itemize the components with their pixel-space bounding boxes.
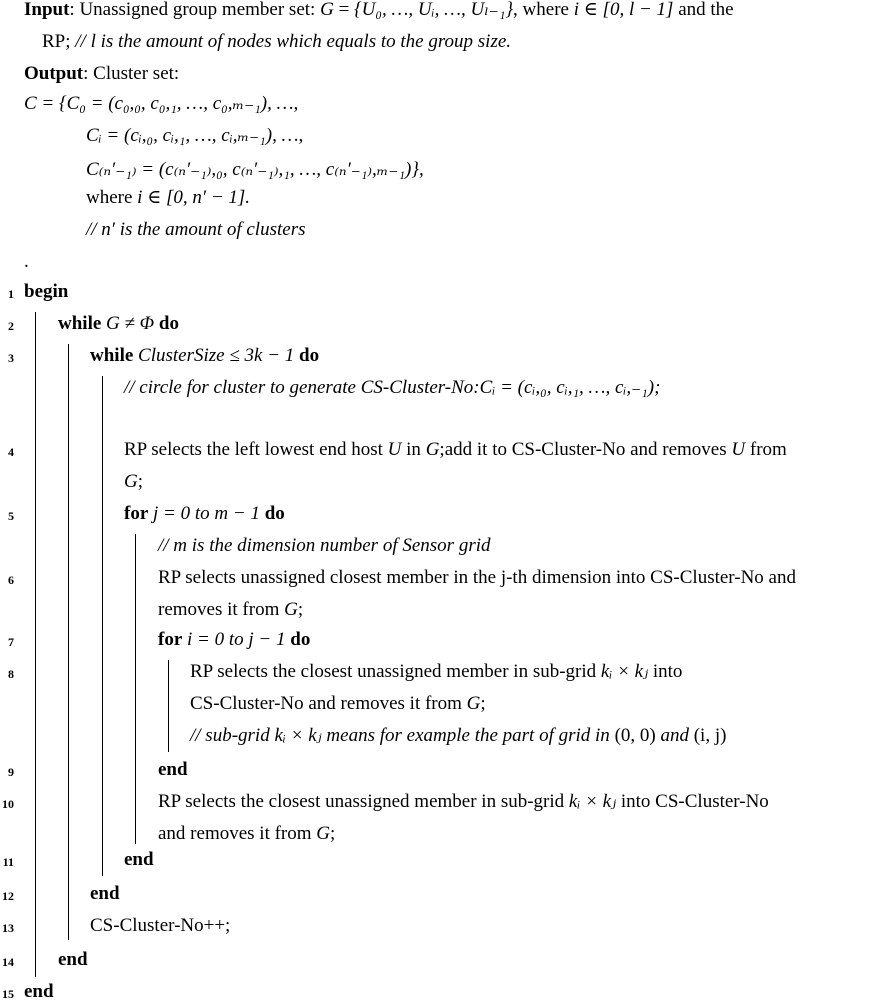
dot: .	[24, 251, 29, 272]
text: into	[652, 661, 683, 682]
text: means for example the part of grid in	[326, 725, 610, 746]
text: ;	[330, 823, 336, 844]
line-4-text	[124, 438, 787, 462]
while-g-line	[58, 312, 179, 336]
input-text: Unassigned group member set:	[79, 0, 316, 20]
var-u: U	[387, 439, 402, 460]
while-condition: G ≠ Φ	[106, 313, 155, 334]
output-set-line-3: C₍ₙ′₋₁₎ = (c₍ₙ′₋₁₎,₀, c₍ₙ′₋₁₎,₁, …, c₍ₙ′₋₁₎,ₘ₋₁)},	[86, 159, 424, 180]
line-number: 6	[8, 573, 14, 587]
while-size-line	[90, 344, 319, 368]
text: and removes it from	[158, 823, 312, 844]
kw-end: end	[124, 849, 154, 870]
block-bar-while-inner	[102, 376, 103, 876]
comment-circle-line	[124, 376, 660, 400]
output-where: where	[86, 187, 133, 208]
line-number: 10	[2, 797, 14, 811]
text: removes it from	[158, 599, 280, 620]
for-j-line	[124, 502, 285, 526]
line-number: 12	[2, 889, 14, 903]
block-bar-begin	[35, 312, 36, 977]
var-g: G	[425, 439, 440, 460]
input-line: Input: Unassigned group member set: G = {U₀, …, Uᵢ, …, Uₗ₋₁}, where i ∈ [0, l − 1] and the	[24, 0, 734, 20]
line-number: 15	[2, 987, 14, 1001]
comment-dimension: // m is the dimension number of Sensor grid	[158, 535, 491, 556]
text: from	[749, 439, 787, 460]
kw-end: end	[158, 759, 188, 780]
var-u: U	[731, 439, 746, 460]
var-g: G	[316, 823, 331, 844]
block-bar-for-j	[135, 534, 136, 844]
line-number: 1	[8, 287, 14, 301]
text: CS-Cluster-No and removes it from	[190, 693, 462, 714]
output-set-line-4	[86, 186, 250, 210]
subgrid-expr: kᵢ × kⱼ	[274, 725, 322, 746]
line-10-text	[158, 790, 769, 814]
output-label: Output	[24, 63, 84, 84]
input-label: Input	[24, 0, 70, 20]
line-number: 4	[8, 445, 14, 459]
increment-line: CS-Cluster-No++;	[90, 915, 231, 936]
var-g: G	[466, 693, 481, 714]
text: in	[406, 439, 421, 460]
kw-for: for	[158, 629, 183, 650]
text: ;add it to CS-Cluster-No and removes	[439, 439, 727, 460]
comment-circle-expr: Cᵢ = (cᵢ,₀, cᵢ,₁, …, cᵢ,₋₁);	[479, 377, 661, 398]
line-number: 7	[8, 635, 14, 649]
line-6-text: RP selects unassigned closest member in the j-th dimension into CS-Cluster-No and	[158, 567, 796, 588]
comment-circle: // circle for cluster to generate CS-Cluster-No:	[124, 377, 480, 398]
kw-do: do	[299, 345, 320, 366]
for-init: j = 0	[153, 503, 191, 524]
kw-to: to	[228, 629, 244, 650]
var-g: G	[124, 471, 138, 492]
line-number: 8	[8, 667, 14, 681]
input-range-text: where	[522, 0, 569, 20]
output-text: Cluster set:	[93, 63, 180, 84]
input-line-2	[42, 26, 896, 58]
grid-origin: (0, 0)	[614, 725, 656, 746]
output-set-line-2: Cᵢ = (cᵢ,₀, cᵢ,₁, …, cᵢ,ₘ₋₁), …,	[86, 125, 304, 146]
text: ;	[297, 599, 304, 620]
text: and	[660, 725, 689, 746]
line-4-cont	[124, 470, 143, 494]
text: RP selects the closest unassigned member in sub-grid	[158, 791, 565, 812]
text: // sub-grid	[190, 725, 270, 746]
kw-end: end	[90, 883, 120, 904]
subgrid-expr: kᵢ × kⱼ	[600, 661, 649, 682]
kw-end: end	[24, 981, 54, 1002]
text: RP selects the closest unassigned member in sub-grid	[190, 661, 597, 682]
block-bar-while-outer	[68, 344, 69, 940]
text: into CS-Cluster-No	[620, 791, 769, 812]
kw-to: to	[194, 503, 210, 524]
kw-while: while	[58, 313, 102, 334]
line-number: 11	[2, 855, 14, 869]
for-limit: j − 1	[248, 629, 286, 650]
text: ;	[137, 471, 144, 492]
line-number: 3	[8, 351, 14, 365]
line-number: 14	[2, 955, 14, 969]
kw-while: while	[90, 345, 134, 366]
input-and-the: and the	[678, 0, 734, 20]
line-10-cont	[158, 822, 335, 846]
line-number: 2	[8, 319, 14, 333]
kw-end: end	[58, 949, 88, 970]
for-init: i = 0	[187, 629, 225, 650]
output-line: Output: Cluster set:	[24, 63, 180, 84]
comment-subgrid	[190, 724, 726, 748]
input-rp: RP;	[42, 31, 71, 52]
kw-do: do	[264, 503, 285, 524]
line-number: 9	[8, 765, 14, 779]
output-range: i ∈ [0, n′ − 1].	[137, 187, 251, 208]
input-range-expr: i ∈ [0, l − 1]	[573, 0, 674, 20]
while-condition: ClusterSize ≤ 3k − 1	[138, 345, 295, 366]
var-g: G	[284, 599, 298, 620]
kw-do: do	[290, 629, 311, 650]
subgrid-expr: kᵢ × kⱼ	[568, 791, 617, 812]
input-set-lhs: G	[320, 0, 334, 20]
output-comment: // n′ is the amount of clusters	[86, 219, 306, 240]
kw-for: for	[124, 503, 149, 524]
line-number: 13	[2, 921, 14, 935]
line-8-text	[190, 660, 682, 684]
text: RP selects the left lowest end host	[124, 439, 383, 460]
for-limit: m − 1	[214, 503, 260, 524]
line-6-cont	[158, 598, 303, 622]
line-8-cont	[190, 692, 486, 716]
output-set-line-1: C = {C₀ = (c₀,₀, c₀,₁, …, c₀,ₘ₋₁), …,	[24, 93, 299, 114]
kw-do: do	[158, 313, 179, 334]
grid-point: (i, j)	[693, 725, 727, 746]
for-i-line	[158, 628, 310, 652]
text: ;	[480, 693, 486, 714]
input-comment: // l is the amount of nodes which equals to the group size.	[75, 31, 512, 52]
input-set-rhs: {U₀, …, Uᵢ, …, Uₗ₋₁}	[354, 0, 514, 20]
kw-begin: begin	[24, 281, 69, 302]
block-bar-for-i	[168, 660, 169, 752]
line-number: 5	[8, 509, 14, 523]
